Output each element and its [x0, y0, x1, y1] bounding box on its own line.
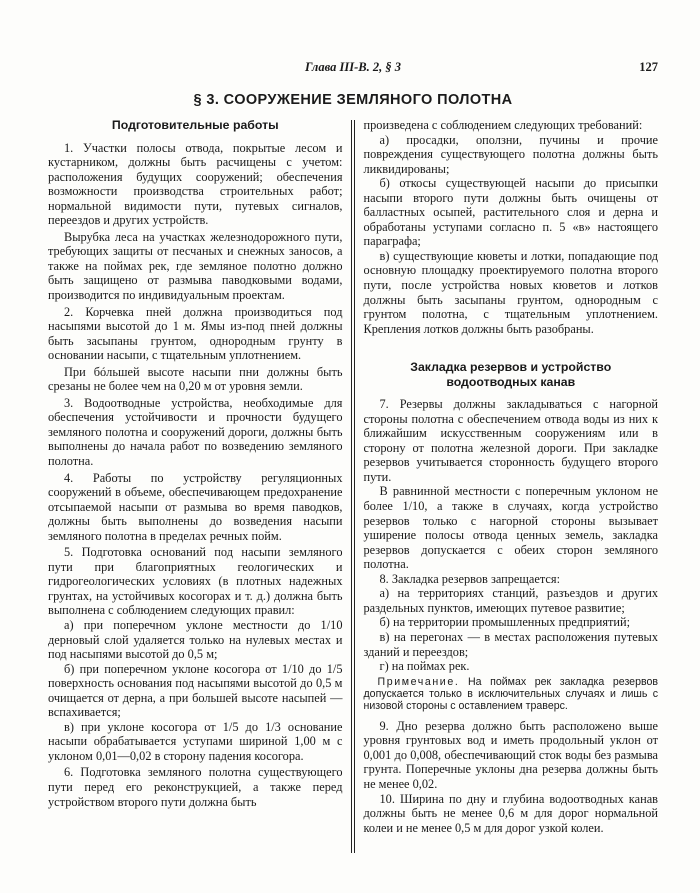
note-text: На поймах рек закладка резервов допускается только в исключительных случаях и лишь с низовой стороны с оставлением траверс. [363, 675, 658, 713]
list-item: а) на территориях станций, разъездов и других раздельных пунктов, имеющих путевое развитие; [363, 586, 658, 615]
paragraph: 4. Работы по устройству регуляционных сооружений в объеме, обеспечивающем предохранение отсыпаемой насыпи от размыва во время паводков, должны быть выполнены до возведения насыпи земляного полотна в пределах речных пойм. [48, 470, 343, 543]
paragraph: 5. Подготовка оснований под насыпи земляного пути при благоприятных геологических и гидрогеологических условиях (в плотных надежных грунтах, на устойчивых косогорах и т. д.) должна быть выполнена с соблюдением следующих правил: [48, 545, 343, 618]
paragraph: произведена с соблюдением следующих требований: [363, 118, 643, 132]
chapter-reference: Глава III-В. 2, § 3 [305, 60, 401, 74]
note-label: Примечание. [377, 675, 460, 688]
paragraph: 2. Корчевка пней должна производиться под насыпями высотой до 1 м. Ямы из-под пней должны быть засыпаны грунтом, однородным грунту в основании насыпи, с тщательным уплотнением. [48, 304, 343, 363]
section-title: § 3. СООРУЖЕНИЕ ЗЕМЛЯНОГО ПОЛОТНА [193, 92, 513, 108]
list-item: б) откосы существующей насыпи до присыпки насыпи второго пути должны быть очищены от балластных осыпей, растительного слоя и дерна и обработаны уступами согласно п. 5 «в» настоящего параграфа; [363, 176, 658, 249]
list-item: в) существующие кюветы и лотки, попадающие под основную площадку проектируемого полотна второго пути, после устройства новых кюветов и лотков должны быть засыпаны грунтом, однородным с грунтом полотна, с тщательным уплотнением. Крепления лотков должны быть разобраны. [363, 248, 658, 336]
subheading-preparatory-works: Подготовительные работы [111, 118, 279, 132]
paragraph: При бóльшей высоте насыпи пни должны быть срезаны не более чем на 0,20 м от уровня земли. [48, 364, 343, 394]
paragraph: 9. Дно резерва должно быть расположено выше уровня грунтовых вод и иметь продольный уклон от 0,001 до 0,008, обеспечивающий сток воды без размыва грунта. Поперечные уклоны дна резерва должны быть не менее 0,02. [363, 718, 658, 791]
paragraph: В равнинной местности с поперечным уклоном не более 1/10, а также в случаях, когда устройство резервов только с нагорной стороны вызывает уширение полосы отвода ценных земель, закладка резервов допускается с обеих сторон земляного полотна. [363, 484, 658, 572]
list-item: б) на территории промышленных предприятий; [379, 615, 631, 630]
paragraph: 6. Подготовка земляного полотна существующего пути перед его реконструкцией, а также перед устройством второго пути должна быть [48, 765, 343, 809]
paragraph: 8. Закладка резервов запрещается: [379, 571, 560, 586]
subheading-reserves-and-ditches: Закладка резервов и устройство водоотводных канав [410, 360, 612, 389]
right-column [355, 118, 659, 853]
paragraph: Вырубка леса на участках железнодорожного пути, требующих защиты от песчаных и снежных заносов, а также на поймах рек, где земляное полотно должно быть защищено от размыва паводковыми водами, производится по индивидуальным проектам. [48, 229, 343, 302]
note [364, 676, 659, 713]
paragraph: 10. Ширина по дну и глубина водоотводных канав должны быть не менее 0,6 м для дорог нормальной колеи и не менее 0,5 м для дорог узкой колеи. [363, 791, 658, 835]
paragraph: 3. Водоотводные устройства, необходимые для обеспечения устойчивости и прочности будущего земляного полотна и сооружений дороги, должны быть выполнены до начала работ по возведению земляного полотна. [48, 395, 343, 468]
list-item: а) просадки, оползни, пучины и прочие повреждения существующего полотна должны быть ликвидированы; [363, 132, 658, 176]
running-header [48, 60, 658, 78]
list-item: в) при уклоне косогора от 1/5 до 1/3 основание насыпи обрабатывается уступами шириной 1,00 м с уклоном 0,01—0,02 в сторону падения косогора. [48, 719, 343, 763]
left-column [48, 118, 351, 853]
list-item: а) при поперечном уклоне местности до 1/10 дерновый слой удаляется только на нулевых местах и под насыпями высотой до 0,5 м; [48, 618, 343, 662]
paragraph: 1. Участки полосы отвода, покрытые лесом и кустарником, должны быть расчищены с учетом: расположения будущих сооружений; обеспечения возможности производства строительных работ; нормальной видимости пути, путевых сигналов, переездов и других устройств. [48, 140, 343, 228]
paragraph: 7. Резервы должны закладываться с нагорной стороны полотна с обеспечением отвода воды из них к ближайшим искусственным сооружениям или в сторону от полотна железной дороги. При закладке резервов учитывается сторонность будущего второго пути. [363, 397, 658, 484]
list-item: в) на перегонах — в местах расположения путевых зданий и переездов; [363, 629, 658, 659]
text-columns [48, 118, 658, 853]
page-number: 127 [639, 60, 658, 74]
list-item: г) на поймах рек. [379, 659, 470, 674]
list-item: б) при поперечном уклоне косогора от 1/10 до 1/5 поверхность основания под насыпями высотой до 0,5 м очищается от дерна, а при большей высоте насыпей — вспахивается; [48, 661, 343, 720]
